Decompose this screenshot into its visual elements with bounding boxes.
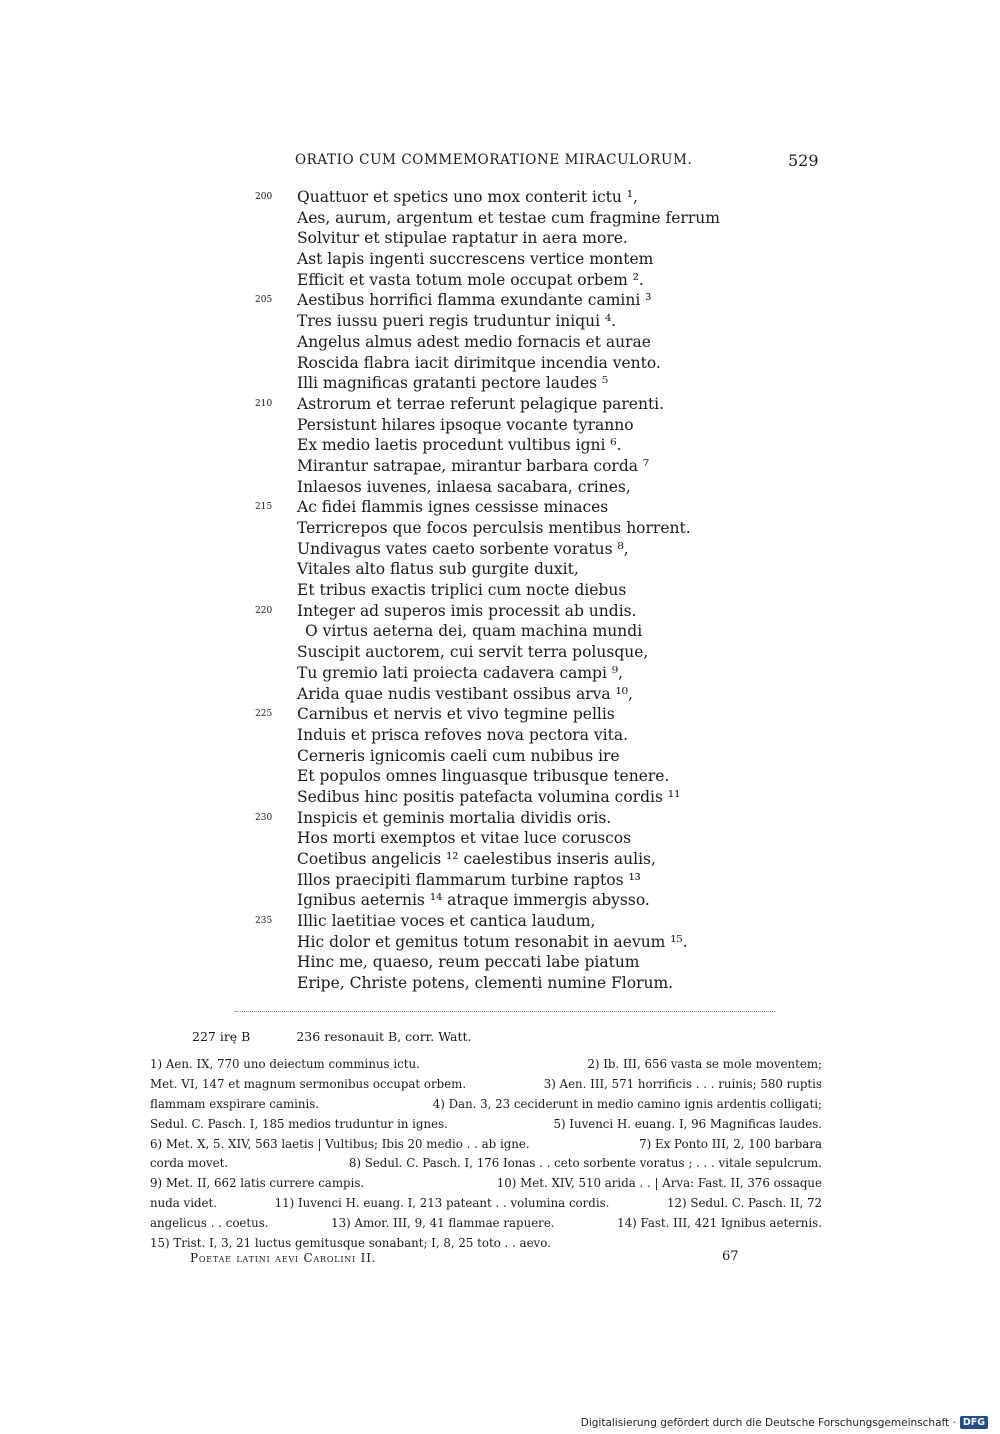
verse-line	[255, 290, 815, 311]
footnote-entry: 2) Ib. III, 656 vasta se mole moventem;	[587, 1057, 822, 1071]
verse-line	[255, 311, 815, 332]
footnote-entry: Sedul. C. Pasch. I, 185 medios truduntur in ignes.	[150, 1116, 448, 1131]
footnote-line	[150, 1115, 822, 1135]
verse-text: Hos morti exemptos et vitae luce coruscos	[297, 829, 632, 848]
line-number: 230	[255, 812, 273, 823]
footnote-entry: 4) Dan. 3, 23 ceciderunt in medio camino ignis ardentis colligati;	[432, 1096, 822, 1111]
footnote-line	[150, 1214, 822, 1234]
verse-text: Illic laetitiae voces et cantica laudum,	[297, 912, 596, 931]
verse-text: Astrorum et terrae referunt pelagique parenti.	[297, 394, 665, 413]
verse-text: Ignibus aeternis ¹⁴ atraque immergis abysso.	[297, 891, 650, 910]
verse-text: Solvitur et stipulae raptatur in aera more.	[297, 229, 628, 248]
verse-text: Aes, aurum, argentum et testae cum fragmine ferrum	[297, 208, 720, 227]
verse-text: Hic dolor et gemitus totum resonabit in aevum ¹⁵.	[297, 932, 688, 951]
verse-line	[255, 249, 815, 270]
verse-text: Et tribus exactis triplici cum nocte diebus	[297, 581, 627, 600]
footnote-entry: nuda videt.	[150, 1196, 217, 1211]
line-number: 215	[255, 502, 273, 513]
verse-text: Vitales alto flatus sub gurgite duxit,	[297, 560, 579, 579]
footnote-entry: 5) Iuvenci H. euang. I, 96 Magnificas laudes.	[553, 1116, 822, 1131]
verse-text: Mirantur satrapae, mirantur barbara corda ⁷	[297, 456, 650, 475]
verse-line	[255, 704, 815, 725]
verse-text: Terricrepos que focos perculsis mentibus horrent.	[297, 519, 691, 537]
verse-text: Cerneris ignicomis caeli cum nubibus ire	[297, 746, 620, 765]
verse-line	[255, 539, 815, 560]
verse-line	[255, 870, 815, 891]
footnote-entry: 6) Met. X, 5. XIV, 563 laetis | Vultibus; Ibis 20 medio . . ab igne.	[150, 1136, 530, 1151]
footnote-line	[150, 1194, 822, 1214]
verse-text: Hinc me, quaeso, reum peccati labe piatum	[297, 953, 640, 972]
footnote-line	[150, 1154, 822, 1174]
footnote-entry: 10) Met. XIV, 510 arida . . | Arva: Fast. II, 376 ossaque	[496, 1176, 822, 1191]
verse-line	[255, 270, 815, 291]
verse-text: Eripe, Christe potens, clementi numine Florum.	[297, 974, 674, 993]
footer-series-title: Poetae latini aevi Carolini II.	[190, 1251, 377, 1265]
line-number: 225	[255, 709, 273, 720]
verse-text: Persistunt hilares ipsoque vocante tyranno	[297, 415, 634, 434]
line-number: 220	[255, 605, 273, 616]
verse-line	[255, 373, 815, 394]
verse-text: Tu gremio lati proiecta cadavera campi ⁹,	[297, 663, 624, 682]
verse-line	[255, 559, 815, 580]
footnote-line	[150, 1135, 822, 1155]
verse-line	[255, 911, 815, 932]
verse-text: Arida quae nudis vestibant ossibus arva ¹⁰,	[297, 684, 633, 703]
verse-line	[255, 208, 815, 229]
line-number: 205	[255, 295, 273, 306]
footnote-entry: flammam exspirare caminis.	[150, 1096, 320, 1111]
footnote-entry: 8) Sedul. C. Pasch. I, 176 Ionas . . ceto sorbente voratus ; . . . vitale sepulcrum.	[348, 1156, 822, 1171]
footnotes	[150, 1055, 822, 1254]
verse-line	[255, 642, 815, 663]
verse-line	[255, 580, 815, 601]
verse-text: Tres iussu pueri regis truduntur iniqui ⁴.	[297, 312, 617, 331]
running-title: ORATIO CUM COMMEMORATIONE MIRACULORUM.	[295, 152, 693, 168]
page-number: 529	[788, 151, 819, 170]
verse-line	[255, 890, 815, 911]
verse-text: O virtus aeterna dei, quam machina mundi	[305, 622, 643, 641]
apparatus-entry: 227 irę B	[192, 1029, 251, 1044]
footnote-entry: angelicus . . coetus.	[150, 1216, 269, 1231]
footnote-entry: 7) Ex Ponto III, 2, 100 barbara	[639, 1136, 822, 1151]
verse-line	[255, 456, 815, 477]
footnote-line	[150, 1095, 822, 1115]
footnote-entry: Met. VI, 147 et magnum sermonibus occupat orbem.	[150, 1076, 467, 1091]
verse-text: Et populos omnes linguasque tribusque tenere.	[297, 767, 670, 786]
verse-text: Ast lapis ingenti succrescens vertice montem	[297, 250, 654, 269]
verse-text: Induis et prisca refoves nova pectora vita.	[297, 725, 628, 744]
verse-text: Efficit et vasta totum mole occupat orbem ².	[297, 270, 644, 289]
verse-text: Roscida flabra iacit dirimitque incendia vento.	[297, 353, 661, 372]
verse-text: Angelus almus adest medio fornacis et aurae	[297, 332, 651, 351]
verse-line	[255, 849, 815, 870]
verse-line	[255, 621, 815, 642]
footnote-entry: 3) Aen. III, 571 horrificis . . . ruinis; 580 ruptis	[543, 1076, 822, 1091]
line-number: 200	[255, 192, 273, 202]
apparatus-criticus	[192, 1029, 513, 1044]
verse-text: Illi magnificas gratanti pectore laudes ⁵	[297, 374, 609, 393]
verse-line	[255, 808, 815, 829]
footnote-entry: 15) Trist. I, 3, 21 luctus gemitusque sonabant; I, 8, 25 toto . . aevo.	[150, 1236, 551, 1251]
apparatus-entry: 236 resonauit B, corr. Watt.	[296, 1029, 472, 1044]
verse-line	[255, 973, 815, 994]
verse-text: Coetibus angelicis ¹² caelestibus inseris aulis,	[297, 850, 656, 868]
verse-line	[255, 766, 815, 787]
verse-line	[255, 435, 815, 456]
poem-text	[255, 187, 815, 994]
verse-line	[255, 518, 815, 539]
footer-signature: 67	[722, 1249, 739, 1264]
footnote-line	[150, 1055, 822, 1075]
verse-text: Aestibus horrifici flamma exundante camini ³	[297, 291, 652, 310]
footnote-entry: corda movet.	[150, 1156, 229, 1171]
verse-text: Carnibus et nervis et vivo tegmine pellis	[297, 705, 615, 724]
verse-line	[255, 952, 815, 973]
verse-line	[255, 353, 815, 374]
line-number: 235	[255, 916, 273, 927]
verse-line	[255, 725, 815, 746]
verse-text: Ac fidei flammis ignes cessisse minaces	[297, 498, 609, 517]
verse-line	[255, 332, 815, 353]
footnote-entry: 14) Fast. III, 421 Ignibus aeternis.	[617, 1216, 822, 1231]
dfg-logo-icon: DFG	[960, 1416, 988, 1429]
verse-text: Sedibus hinc positis patefacta volumina cordis ¹¹	[297, 787, 681, 806]
line-number: 210	[255, 398, 273, 409]
digitization-credit	[581, 1416, 988, 1429]
credit-text: Digitalisierung gefördert durch die Deutsche Forschungsgemeinschaft ·	[580, 1416, 956, 1429]
verse-text: Illos praecipiti flammarum turbine raptos ¹³	[297, 870, 641, 889]
verse-line	[255, 663, 815, 684]
footnote-entry: 9) Met. II, 662 latis currere campis.	[150, 1176, 365, 1191]
verse-text: Integer ad superos imis processit ab undis.	[297, 601, 637, 620]
verse-line	[255, 187, 815, 208]
verse-line	[255, 684, 815, 705]
separator-rule	[235, 1011, 775, 1013]
verse-line	[255, 828, 815, 849]
footnote-entry: 13) Amor. III, 9, 41 flammae rapuere.	[331, 1216, 555, 1231]
verse-line	[255, 415, 815, 436]
verse-line	[255, 787, 815, 808]
verse-line	[255, 932, 815, 953]
verse-line	[255, 497, 815, 518]
verse-line	[255, 394, 815, 415]
footnote-entry: 1) Aen. IX, 770 uno deiectum comminus ictu.	[150, 1057, 420, 1071]
verse-line	[255, 228, 815, 249]
verse-text: Quattuor et spetics uno mox conterit ictu ¹,	[297, 188, 638, 206]
verse-line	[255, 746, 815, 767]
footnote-entry: 12) Sedul. C. Pasch. II, 72	[667, 1196, 822, 1211]
verse-line	[255, 477, 815, 498]
footnote-line	[150, 1174, 822, 1194]
verse-text: Ex medio laetis procedunt vultibus igni ⁶.	[297, 436, 622, 455]
verse-text: Inlaesos iuvenes, inlaesa sacabara, crines,	[297, 477, 631, 496]
verse-text: Inspicis et geminis mortalia dividis oris.	[297, 808, 612, 827]
verse-text: Undivagus vates caeto sorbente voratus ⁸,	[297, 539, 629, 558]
verse-text: Suscipit auctorem, cui servit terra polusque,	[297, 643, 649, 662]
footnote-line	[150, 1075, 822, 1095]
verse-line	[255, 601, 815, 622]
footnote-entry: 11) Iuvenci H. euang. I, 213 pateant . . volumina cordis.	[274, 1196, 610, 1211]
